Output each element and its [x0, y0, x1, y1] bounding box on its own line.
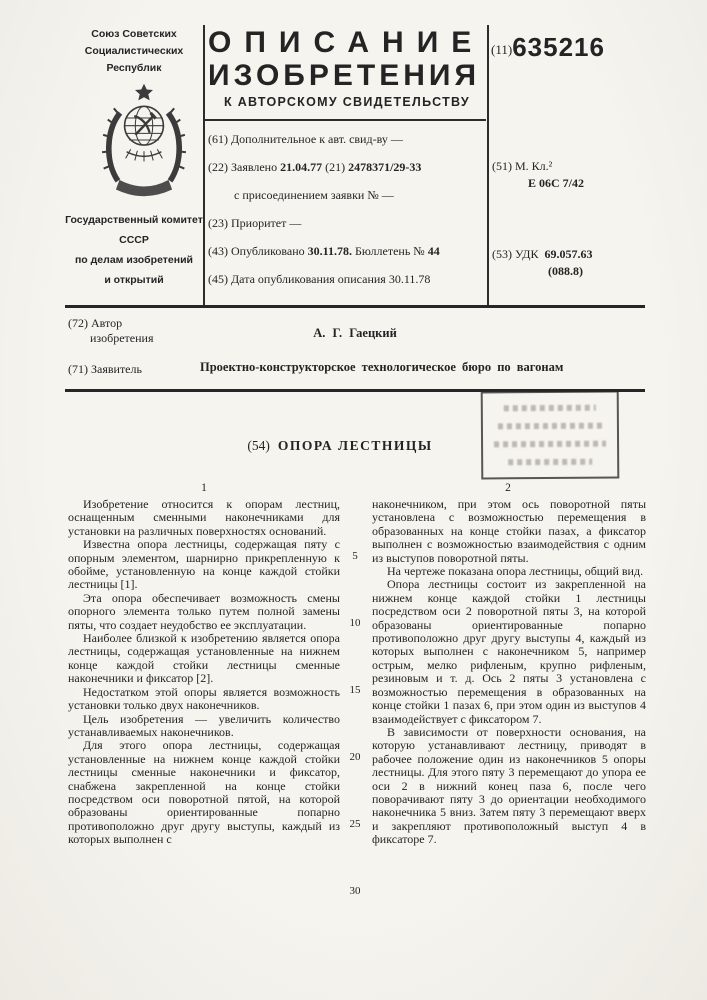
doc-subtype: К АВТОРСКОМУ СВИДЕТЕЛЬСТВУ	[224, 95, 470, 109]
paragraph: Наиболее близкой к изобретению является опора лестницы, содержащая установленные на нижнем конце каждой стойки лестницы сменные наконечники и фиксатор [2].	[68, 631, 340, 686]
udk-line1	[492, 246, 592, 263]
paragraph: Недостатком этой опоры является возможность установки только двух наконечников.	[68, 684, 340, 713]
document-type-heading	[208, 27, 486, 109]
bibliographic-block	[208, 132, 484, 300]
applicant-name: Проектно-конструкторское технологическое бюро по вагонам	[200, 360, 564, 374]
ussr-coat-of-arms-icon	[97, 82, 191, 198]
line-number: 5	[352, 549, 358, 562]
issuing-committee-name	[63, 210, 205, 290]
author-name: А. Г. Гаецкий	[313, 326, 397, 340]
paragraph: Эта опора обеспечивает возможность смены опорного элемента только путем полной замены пяты, что создает неудобство ее эксплуатации.	[68, 590, 340, 632]
ipc-classification	[492, 158, 584, 192]
committee-line: по делам изобретений	[74, 254, 194, 266]
udk-label: (53) УДК	[492, 247, 539, 261]
text-segment: (22) Заявлено	[208, 160, 281, 174]
biblio-line-23	[208, 216, 484, 230]
stamp-faded-line	[498, 423, 602, 430]
paragraph: На чертеже показана опора лестницы, общий вид.	[387, 564, 644, 579]
stamp-faded-line	[504, 405, 596, 412]
author-label-line2: изобретения	[90, 331, 154, 345]
issuing-union-name	[65, 26, 203, 77]
text-segment: (23) Приоритет —	[208, 216, 302, 230]
union-line: Союз Советских	[91, 28, 177, 40]
udk-value: 69.057.63	[544, 247, 593, 261]
horizontal-rule-top	[65, 305, 645, 308]
invention-title-text: ОПОРА ЛЕСТНИЦЫ	[277, 438, 433, 453]
text-segment: с присоединением заявки № —	[234, 188, 394, 202]
line-number-gutter	[340, 498, 370, 908]
author-label-line1: (72) Автор	[68, 316, 123, 330]
committee-line: Государственный комитет	[65, 214, 203, 226]
union-line: Социалистических	[84, 45, 184, 57]
ipc-value: Е 06С 7/42	[528, 176, 585, 190]
biblio-line-45	[208, 272, 484, 286]
biblio-line-43	[208, 244, 484, 258]
line-number: 25	[349, 817, 361, 830]
column-2-header: 2	[505, 482, 511, 494]
paragraph: Известна опора лестницы, содержащая пяту с опорным элементом, шарнирно прикрепленную к обойме, установленную на конце каждой стойки лестницы [1].	[68, 537, 340, 592]
ipc-label: (51) М. Кл.²	[492, 159, 553, 173]
publication-number-value: 635216	[512, 32, 605, 62]
paragraph: Изобретение относится к опорам лестниц, оснащенным сменными наконечниками для установки на различных поверхностях оснований.	[68, 497, 340, 538]
heading-underline	[205, 119, 486, 121]
column-1-header: 1	[201, 482, 207, 494]
biblio-line-joined-application	[208, 188, 484, 202]
publication-number	[491, 32, 605, 63]
doc-type-line2: ИЗОБРЕТЕНИЯ	[208, 59, 481, 92]
author-row	[68, 316, 642, 356]
publication-number-code: (11)	[491, 42, 513, 57]
line-number: 20	[349, 750, 361, 763]
invention-title-code: (54)	[247, 438, 270, 453]
description-body	[68, 498, 646, 908]
text-segment: (45) Дата опубликования описания 30.11.78	[208, 272, 431, 286]
text-segment: 2478371/29-33	[348, 160, 422, 174]
stamp-box	[481, 391, 620, 480]
text-segment: 21.04.77	[280, 160, 323, 174]
line-number: 10	[349, 616, 361, 629]
text-segment: 30.11.78.	[307, 244, 352, 258]
line-number: 30	[349, 884, 361, 897]
paragraph: В зависимости от поверхности основания, на которую устанавливают лестницу, приводят в рабочее положение один из наконечников 5 опоры лестницы. Для этого пяту 3 перемещают до упора ее оси 2 в нижний конец паза 6, после чего поворачивают пяту 3 до ориентации необходимого наконечника 5 вниз. Затем пяту 3 перемещают вверх и закрепляют противоположный выступ 4 в фиксаторе 7.	[372, 724, 646, 847]
paragraph: наконечником, при этом ось поворотной пяты установлена с возможностью перемещения в образованных на конце стойки пазах, а фиксатор выполнен с возможностью взаимодействия с одним из выступов поворотной пяты.	[372, 497, 646, 565]
applicant-row	[68, 360, 642, 378]
doc-type-line1: ОПИСАНИЕ	[208, 26, 485, 59]
applicant-label: (71) Заявитель	[68, 362, 142, 376]
committee-line: СССР	[119, 234, 149, 246]
paragraph: Опора лестницы состоит из закрепленной на нижнем конце каждой стойки 1 лестницы посредством оси 2 поворотной пяты 3, на которой образованы ориентированные попарно противоположно друг другу выступы 4, каждый из которых выполнен с наконечником 5, например острым, мелко рифленым, крупно рифленым, резиновым и т. д. Ось 2 пяты 3 установлена с возможностью перемещения в образованных на конце стойки 1 пазах 6, при этом один из выступов 4 взаимодействует с фиксатором 7.	[372, 577, 646, 726]
paragraph: Цель изобретения — увеличить количество устанавливаемых наконечников.	[68, 711, 340, 739]
text-column-2	[372, 498, 646, 847]
stamp-faded-line	[508, 459, 592, 466]
text-segment: (21)	[322, 160, 349, 174]
vertical-divider-right	[487, 25, 489, 307]
text-column-1	[68, 498, 340, 847]
udk-classification	[492, 246, 592, 280]
paragraph: Для этого опора лестницы, содержащая установленные на нижнем конце каждой стойки лестницы сменные наконечники и фиксатор, снабжена закрепленной на конце стойки посредством оси поворотной пятой, на которой образованы ориентированные попарно противоположно друг другу выступы, каждый из которых выполнен с	[68, 738, 340, 847]
biblio-line-61	[208, 132, 484, 146]
text-segment: (61) Дополнительное к авт. свид-ву —	[208, 132, 403, 146]
udk-value2: (088.8)	[548, 264, 583, 278]
text-segment: Бюллетень №	[351, 244, 428, 258]
biblio-line-22	[208, 160, 484, 174]
text-segment: 44	[427, 244, 440, 258]
committee-line: и открытий	[104, 274, 164, 286]
text-segment: (43) Опубликовано	[208, 244, 308, 258]
vertical-divider-left	[203, 25, 205, 307]
line-number: 15	[349, 683, 361, 696]
invention-title	[65, 438, 615, 454]
union-line: Республик	[106, 62, 162, 74]
